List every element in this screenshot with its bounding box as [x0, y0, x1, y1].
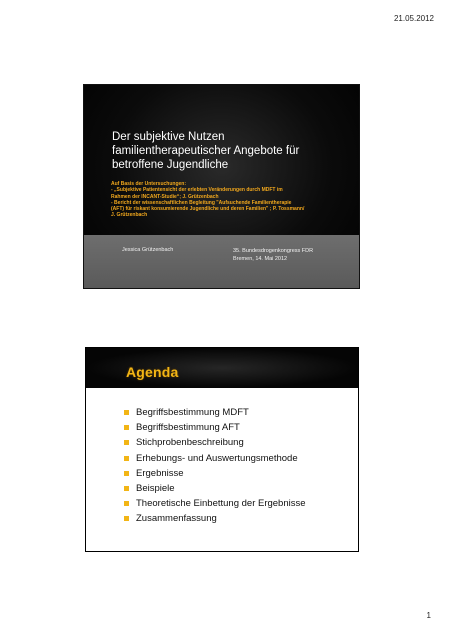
- agenda-slide: [85, 347, 359, 552]
- slide-title-line: familientherapeutischer Angebote für: [112, 145, 300, 157]
- subtitle-line: J. Grützenbach: [111, 212, 148, 219]
- page-number: 1: [426, 611, 431, 620]
- bullet-square-icon: [124, 425, 129, 430]
- header-date: 21.05.2012: [393, 14, 434, 23]
- agenda-item-label: Ergebnisse: [136, 467, 184, 479]
- agenda-item: [124, 405, 306, 420]
- bullet-square-icon: [124, 501, 129, 506]
- bullet-square-icon: [124, 440, 129, 445]
- agenda-item: [124, 420, 306, 435]
- subtitle-line: Auf Basis der Untersuchungen:: [111, 181, 187, 187]
- bullet-square-icon: [124, 471, 129, 476]
- slide-title-line: betroffene Jugendliche: [112, 159, 229, 171]
- agenda-item: [124, 435, 306, 450]
- bullet-square-icon: [124, 456, 129, 461]
- agenda-item-label: Stichprobenbeschreibung: [136, 437, 244, 449]
- event-line: Bremen, 14. Mai 2012: [233, 256, 288, 262]
- title-slide: [84, 85, 359, 288]
- agenda-item-label: Beispiele: [136, 482, 175, 494]
- agenda-item-label: Begriffsbestimmung MDFT: [136, 407, 249, 418]
- agenda-list: [124, 405, 306, 527]
- agenda-item-label: Theoretische Einbettung der Ergebnisse: [136, 498, 306, 510]
- slide-title-line: Der subjektive Nutzen: [112, 131, 225, 143]
- event-line: 35. Bundesdrogenkongress FDR: [233, 248, 314, 254]
- agenda-item: [124, 481, 306, 496]
- agenda-item: [124, 496, 306, 511]
- subtitle-line: - Bericht der wissenschaftlichen Begleitung "Aufsuchende Familientherapie: [111, 199, 292, 206]
- agenda-item: [124, 451, 306, 466]
- bullet-square-icon: [124, 516, 129, 521]
- slide-footer-band: [84, 235, 359, 288]
- agenda-item: [124, 466, 306, 481]
- bullet-square-icon: [124, 486, 129, 491]
- bullet-square-icon: [124, 410, 129, 415]
- agenda-title: Agenda: [126, 364, 179, 380]
- event-info: [233, 247, 313, 263]
- agenda-header-band: [86, 348, 358, 388]
- slide-title: [112, 130, 352, 172]
- agenda-item-label: Begriffsbestimmung AFT: [136, 422, 240, 434]
- agenda-item-label: Erhebungs- und Auswertungsmethode: [136, 452, 298, 464]
- agenda-item: [124, 511, 306, 526]
- author-name: Jessica Grützenbach: [122, 247, 174, 253]
- agenda-item-label: Zusammenfassung: [136, 513, 217, 525]
- subtitle-line: (AFT) für riskant konsumierende Jugendliche und deren Familien" ; P. Tossmann/: [111, 206, 305, 213]
- subtitle-line: - „Subjektive Patientensicht der erlebten Veränderungen durch MDFT im: [111, 187, 283, 194]
- subtitle-line: Rahmen der INCANT-Studie“; J. Grützenbach: [111, 193, 219, 200]
- slide-subtitle: [111, 181, 351, 219]
